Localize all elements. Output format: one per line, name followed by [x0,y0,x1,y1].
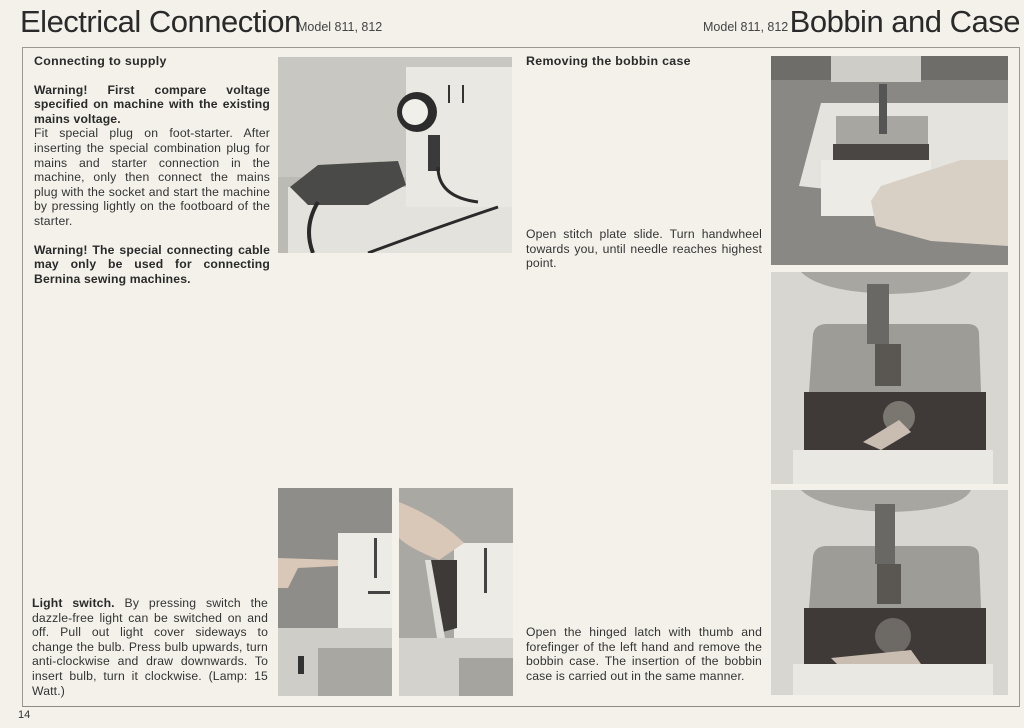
bobbin-step-1: Open stitch plate slide. Turn handwheel towards you, until needle reaches highest point. [526,227,762,271]
light-switch-instructions: By pressing switch the dazzle-free light can be switched on and off. Pull out light cover sideways to change the bulb. Press bulb upwards, turn anti-clockwise and draw downwards. To insert bulb, turn it clockwise. (Lamp: 15 Watt.) [32,596,268,698]
bobbin-step-2: Open the hinged latch with thumb and forefinger of the left hand and remove the bobbin case. The insertion of the bobbin case is carried out in the same manner. [526,625,762,683]
foot-starter-connection-photo [278,57,512,253]
light-switch-heading: Light switch. [32,596,115,610]
connecting-heading: Connecting to supply [34,54,167,68]
voltage-warning: Warning! First compare voltage specified on machine with the existing mains voltage. [34,82,270,126]
bobbin-heading-block [526,54,762,69]
stitch-plate-slide-photo [771,56,1008,265]
page-title-electrical-connection: Electrical Connection [20,4,301,39]
connecting-section [34,54,270,286]
model-label-left: Model 811, 812 [297,20,383,34]
removing-bobbin-heading: Removing the bobbin case [526,54,691,68]
page-title-bobbin-and-case: Bobbin and Case [789,4,1020,39]
light-switch-section [32,596,268,698]
bobbin-case-removed-photo [771,490,1008,695]
light-switch-press-photo [278,488,392,696]
light-cover-open-photo [399,488,513,696]
model-label-right: Model 811, 812 [703,20,789,34]
page-number: 14 [18,709,31,721]
connecting-instructions: Fit special plug on foot-starter. After inserting the special combination plug for mains and starter connection in the machine, only then connect the mains plug with the socket and start the machine by pressing lightly on the footboard of the starter. [34,126,270,228]
cable-warning: Warning! The special connecting cable may only be used for connecting Bernina sewing machines. [34,242,270,286]
hinged-latch-photo [771,272,1008,484]
